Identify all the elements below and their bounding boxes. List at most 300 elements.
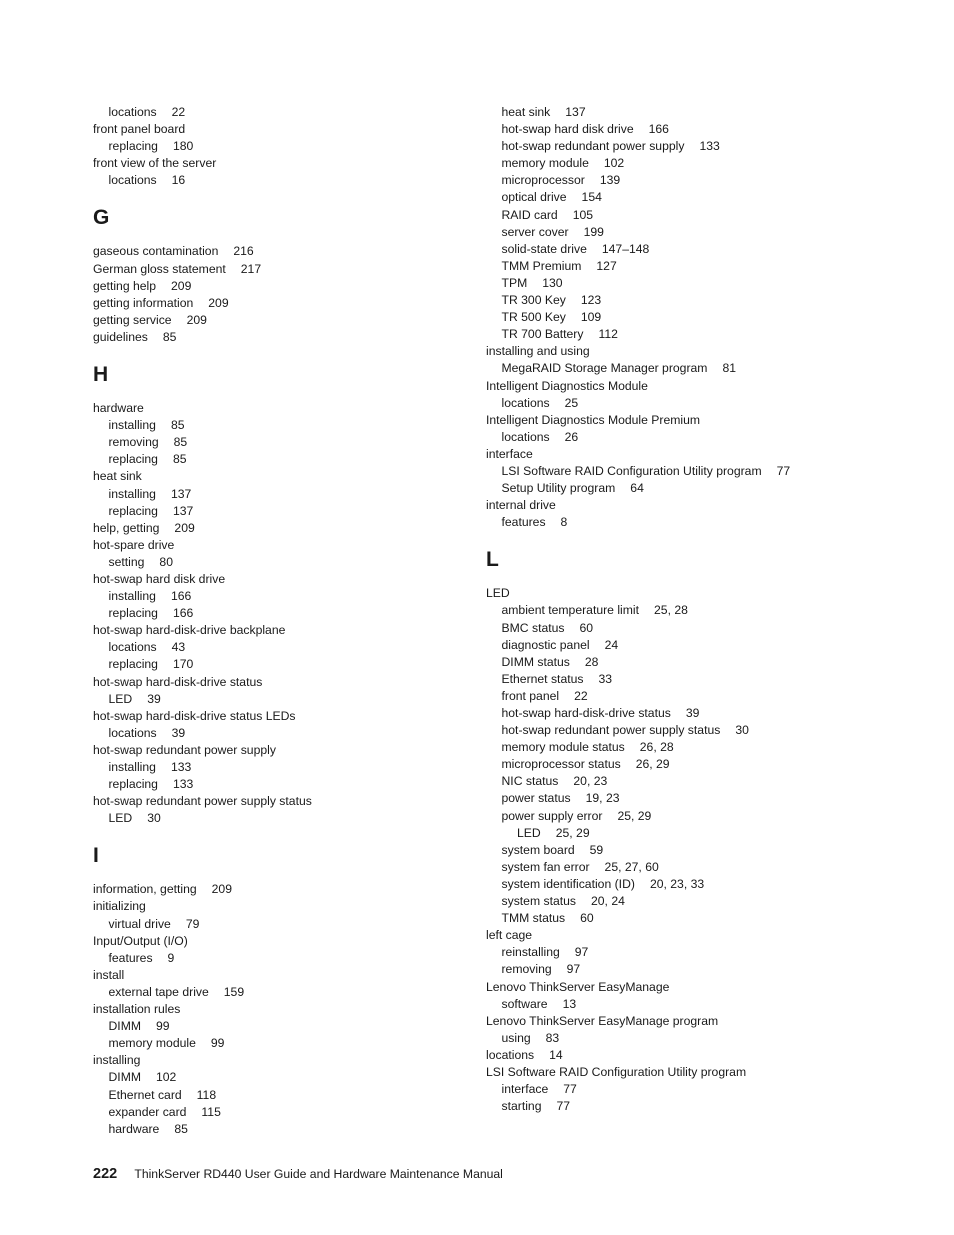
index-entry	[486, 446, 916, 463]
index-entry	[93, 639, 493, 656]
index-entry	[93, 1018, 493, 1035]
index-page-ref[interactable]: 60	[579, 620, 594, 635]
index-entry	[93, 950, 493, 967]
index-term: front panel	[501, 688, 560, 703]
index-entry	[486, 1013, 916, 1030]
index-term: interface	[501, 1082, 549, 1097]
index-page-ref[interactable]: 166	[170, 589, 192, 604]
index-entry	[486, 825, 916, 842]
index-term: information, getting	[93, 882, 197, 897]
index-term: German gloss statement	[93, 261, 226, 276]
index-entry	[486, 360, 916, 377]
index-page-ref[interactable]: 25, 28	[654, 603, 688, 618]
index-entry	[93, 622, 493, 639]
index-entry	[93, 793, 493, 810]
index-entry	[93, 155, 493, 172]
index-page-ref[interactable]: 9	[167, 950, 175, 965]
index-page-ref[interactable]: 39	[147, 691, 161, 706]
index-entry	[93, 1069, 493, 1086]
index-page-ref[interactable]: 133	[170, 760, 192, 774]
index-page-ref[interactable]: 59	[589, 842, 604, 857]
index-term: front panel board	[93, 122, 186, 137]
index-page-ref[interactable]: 20, 23	[573, 774, 608, 789]
index-entry	[93, 742, 493, 759]
index-entry	[486, 104, 916, 121]
index-page-ref[interactable]: 109	[580, 310, 602, 325]
index-term: hot-swap redundant power supply status	[93, 794, 312, 809]
index-term: power status	[501, 791, 571, 806]
index-term: MegaRAID Storage Manager program	[501, 361, 708, 376]
index-page-ref[interactable]: 85	[162, 329, 177, 344]
index-entry	[93, 1121, 493, 1138]
index-term: hardware	[93, 401, 144, 416]
index-entry	[486, 842, 916, 859]
index-entry	[486, 463, 916, 480]
index-page-ref[interactable]: 25, 27, 60	[604, 859, 659, 874]
index-term: heat sink	[93, 469, 142, 484]
index-entry	[93, 656, 493, 673]
index-entry	[486, 121, 916, 138]
index-term: virtual drive	[108, 916, 171, 931]
index-page-ref[interactable]: 60	[580, 911, 594, 926]
index-page-ref[interactable]: 13	[562, 996, 577, 1011]
index-term: locations	[108, 173, 157, 188]
index-term: installing	[93, 1053, 141, 1068]
index-page-ref[interactable]: 30	[735, 723, 749, 738]
index-page-ref[interactable]: 166	[172, 606, 194, 621]
index-term: starting	[501, 1099, 542, 1114]
index-page-ref[interactable]: 154	[581, 190, 602, 205]
index-term: locations	[501, 395, 550, 410]
index-term: reinstalling	[501, 945, 560, 960]
index-term: LSI Software RAID Configuration Utility program	[501, 463, 762, 478]
index-entry	[486, 1098, 916, 1115]
index-entry	[93, 691, 493, 708]
index-entry	[93, 1104, 493, 1121]
index-entry	[93, 1052, 493, 1069]
index-term: replacing	[108, 777, 158, 792]
index-term: using	[501, 1030, 531, 1045]
index-term: hot-swap redundant power supply status	[501, 723, 721, 738]
index-entry	[486, 275, 916, 292]
index-term: LED	[108, 691, 133, 706]
index-term: installing	[108, 589, 156, 604]
index-page-ref[interactable]: 105	[572, 207, 594, 222]
index-page-ref[interactable]: 85	[172, 452, 187, 467]
index-term: Setup Utility program	[501, 481, 616, 496]
index-term: hardware	[108, 1121, 160, 1136]
index-term: setting	[108, 554, 145, 569]
index-entry	[486, 241, 916, 258]
index-page-ref[interactable]: 85	[174, 1121, 188, 1136]
index-term: installing	[108, 760, 156, 774]
index-term: hot-swap hard disk drive	[501, 122, 634, 137]
index-entry	[486, 1030, 916, 1047]
index-entry	[486, 412, 916, 429]
index-entry	[486, 343, 916, 360]
index-page-ref[interactable]: 137	[172, 503, 194, 518]
index-entry	[93, 933, 493, 950]
index-entry	[486, 292, 916, 309]
index-entry	[93, 776, 493, 793]
index-entry	[486, 876, 916, 893]
index-page-ref[interactable]: 26, 29	[635, 757, 670, 772]
index-entry	[93, 898, 493, 915]
index-entry	[93, 104, 493, 121]
index-term: features	[501, 515, 546, 530]
index-entry	[486, 654, 916, 671]
index-page-ref[interactable]: 77	[776, 463, 791, 478]
index-page-ref[interactable]: 118	[196, 1087, 217, 1102]
index-term: Lenovo ThinkServer EasyManage	[486, 979, 670, 994]
index-section-letter: G	[93, 206, 110, 230]
index-entry	[486, 722, 916, 739]
index-entry	[486, 671, 916, 688]
index-entry	[486, 756, 916, 773]
index-entry	[486, 172, 916, 189]
index-term: software	[501, 996, 548, 1011]
index-term: replacing	[108, 606, 158, 621]
index-term: DIMM	[108, 1019, 141, 1034]
index-page-ref[interactable]: 115	[201, 1104, 221, 1119]
index-page-ref[interactable]: 147–148	[601, 241, 650, 256]
index-page-ref[interactable]: 180	[172, 139, 194, 154]
index-term: Intelligent Diagnostics Module	[486, 378, 648, 393]
index-entry	[486, 979, 916, 996]
index-term: replacing	[108, 139, 158, 154]
index-term: locations	[108, 725, 157, 740]
index-term: ambient temperature limit	[501, 603, 640, 618]
index-entry	[486, 961, 916, 978]
index-term: DIMM status	[501, 654, 570, 669]
index-term: system board	[501, 842, 575, 857]
index-page-ref[interactable]: 170	[172, 657, 194, 672]
index-page-ref[interactable]: 159	[223, 984, 245, 999]
index-page-ref[interactable]: 22	[171, 105, 186, 119]
index-term: hot-swap redundant power supply	[93, 742, 276, 757]
index-entry	[93, 810, 493, 827]
index-page-ref[interactable]: 97	[566, 962, 581, 977]
index-page-ref[interactable]: 133	[172, 777, 194, 792]
index-section-letter: H	[93, 363, 109, 387]
index-term: installing	[108, 418, 156, 433]
index-page-ref[interactable]: 16	[171, 173, 186, 188]
index-entry	[486, 497, 916, 514]
index-entry	[93, 417, 493, 434]
index-entry	[486, 705, 916, 722]
index-entry	[93, 278, 493, 295]
index-page-ref[interactable]: 64	[630, 481, 644, 496]
index-term: Ethernet status	[501, 671, 584, 686]
index-entry	[93, 172, 493, 189]
index-term: hot-swap hard-disk-drive status LEDs	[93, 708, 296, 723]
index-entry	[93, 261, 493, 278]
index-term: locations	[501, 429, 550, 444]
index-page-ref[interactable]: 102	[603, 156, 625, 171]
index-term: system status	[501, 894, 576, 909]
index-term: replacing	[108, 503, 158, 518]
index-entry	[93, 881, 493, 898]
index-term: memory module	[501, 156, 589, 171]
index-entry	[93, 434, 493, 451]
index-term: replacing	[108, 657, 158, 672]
index-page-ref[interactable]: 85	[173, 435, 188, 450]
index-entry	[486, 893, 916, 910]
index-term: help, getting	[93, 520, 160, 535]
index-column-right	[486, 104, 916, 1115]
index-term: power supply error	[501, 808, 603, 823]
index-page-ref[interactable]: 77	[556, 1099, 571, 1114]
index-term: solid-state drive	[501, 241, 587, 256]
index-entry	[93, 486, 493, 503]
index-entry	[93, 605, 493, 622]
index-page-ref[interactable]: 24	[604, 637, 619, 652]
index-page-ref[interactable]: 127	[596, 258, 617, 273]
index-term: microprocessor	[501, 173, 585, 188]
index-term: NIC status	[501, 774, 559, 789]
index-entry	[486, 224, 916, 241]
index-entry	[93, 503, 493, 520]
index-page-ref[interactable]: 26	[564, 429, 579, 444]
index-page-ref[interactable]: 85	[170, 418, 185, 433]
index-entry	[486, 773, 916, 790]
index-page-ref[interactable]: 123	[580, 293, 602, 308]
index-term: LED	[517, 825, 541, 840]
index-page-ref[interactable]: 217	[240, 261, 262, 276]
index-page-ref[interactable]: 20, 24	[591, 894, 625, 909]
index-page-ref[interactable]: 80	[159, 554, 173, 569]
index-entry	[93, 329, 493, 346]
index-entry	[93, 312, 493, 329]
index-page-ref[interactable]: 20, 23, 33	[649, 876, 705, 891]
index-entry	[486, 138, 916, 155]
index-term: left cage	[486, 928, 533, 943]
index-term: Ethernet card	[108, 1087, 182, 1102]
index-term: server cover	[501, 224, 569, 239]
index-page-ref[interactable]: 112	[598, 327, 618, 342]
index-term: getting information	[93, 295, 194, 310]
index-page-ref[interactable]: 14	[549, 1047, 563, 1062]
index-entry	[486, 155, 916, 172]
index-page-ref[interactable]: 99	[210, 1036, 225, 1051]
index-entry	[93, 916, 493, 933]
index-page-ref[interactable]: 139	[599, 173, 621, 188]
index-page-ref[interactable]: 28	[584, 654, 599, 669]
index-term: TPM	[501, 275, 528, 290]
index-term: installing	[108, 486, 156, 501]
index-entry	[486, 480, 916, 497]
index-page-ref[interactable]: 22	[574, 688, 588, 703]
index-term: initializing	[93, 899, 146, 914]
index-entry	[486, 585, 916, 602]
index-term: installation rules	[93, 1002, 181, 1017]
index-page-ref[interactable]: 99	[156, 1019, 170, 1034]
index-page-ref[interactable]: 33	[598, 671, 613, 686]
index-entry	[486, 790, 916, 807]
index-page-ref[interactable]: 137	[170, 486, 192, 501]
index-term: LED	[108, 811, 133, 826]
index-page-ref[interactable]: 30	[147, 811, 161, 826]
index-page-ref[interactable]: 8	[560, 515, 568, 530]
index-entry	[93, 121, 493, 138]
index-entry	[93, 1001, 493, 1018]
index-page-ref[interactable]: 133	[699, 139, 720, 154]
index-term: TR 500 Key	[501, 310, 566, 325]
index-page-ref[interactable]: 77	[563, 1082, 577, 1097]
index-term: locations	[486, 1047, 535, 1062]
index-entry	[93, 571, 493, 588]
index-entry	[486, 1047, 916, 1064]
index-term: internal drive	[486, 498, 556, 513]
index-term: interface	[486, 446, 533, 461]
index-term: TR 300 Key	[501, 293, 566, 308]
index-term: LED	[486, 586, 510, 601]
index-entry	[93, 588, 493, 605]
index-term: hot-swap hard-disk-drive status	[93, 674, 263, 689]
index-entry	[93, 138, 493, 155]
index-section-letter: L	[486, 548, 499, 572]
index-entry	[486, 602, 916, 619]
index-term: removing	[501, 962, 552, 977]
index-term: hot-swap hard-disk-drive backplane	[93, 623, 286, 638]
index-entry	[486, 189, 916, 206]
index-entry	[486, 258, 916, 275]
index-term: diagnostic panel	[501, 637, 590, 652]
index-term: Lenovo ThinkServer EasyManage program	[486, 1013, 719, 1028]
index-page-ref[interactable]: 199	[583, 224, 604, 239]
index-section-letter: I	[93, 844, 99, 868]
index-term: memory module status	[501, 740, 625, 755]
index-entry	[486, 927, 916, 944]
index-term: install	[93, 967, 125, 982]
index-page-ref[interactable]: 79	[185, 916, 200, 931]
index-entry	[93, 451, 493, 468]
index-term: system identification (ID)	[501, 876, 635, 891]
index-entry	[486, 688, 916, 705]
index-term: gaseous contamination	[93, 244, 219, 259]
index-page-ref[interactable]: 137	[565, 105, 586, 119]
index-term: Intelligent Diagnostics Module Premium	[486, 412, 701, 427]
index-page-ref[interactable]: 209	[211, 882, 232, 897]
index-page-ref[interactable]: 83	[545, 1030, 560, 1045]
index-term: TMM status	[501, 911, 566, 926]
index-page-ref[interactable]: 166	[648, 122, 669, 137]
index-page-ref[interactable]: 209	[171, 278, 192, 293]
index-page-ref[interactable]: 39	[685, 706, 700, 720]
index-term: locations	[108, 640, 157, 655]
index-entry	[486, 309, 916, 326]
index-entry	[486, 1064, 916, 1081]
index-page-ref[interactable]: 216	[233, 244, 254, 259]
index-entry	[486, 910, 916, 927]
index-term: TR 700 Battery	[501, 327, 584, 342]
index-entry	[93, 400, 493, 417]
index-term: front view of the server	[93, 156, 217, 171]
index-entry	[93, 554, 493, 571]
index-page-ref[interactable]: 97	[574, 945, 589, 960]
index-page-ref[interactable]: 43	[171, 640, 186, 655]
index-term: locations	[108, 105, 157, 119]
index-term: TMM Premium	[501, 258, 582, 273]
index-term: optical drive	[501, 190, 567, 205]
index-term: LSI Software RAID Configuration Utility program	[486, 1064, 747, 1079]
index-entry	[93, 674, 493, 691]
index-term: guidelines	[93, 329, 148, 344]
index-entry	[486, 429, 916, 446]
index-page-ref[interactable]: 81	[722, 361, 736, 376]
index-term: hot-swap redundant power supply	[501, 139, 685, 154]
index-entry	[486, 326, 916, 343]
index-page-ref[interactable]: 102	[156, 1070, 177, 1085]
index-term: RAID card	[501, 207, 558, 222]
index-entry	[93, 1087, 493, 1104]
index-page-ref[interactable]: 25, 29	[555, 825, 590, 840]
index-term: replacing	[108, 452, 158, 467]
index-term: microprocessor status	[501, 757, 621, 772]
index-page-ref[interactable]: 209	[186, 312, 207, 327]
index-entry	[93, 537, 493, 554]
index-term: external tape drive	[108, 984, 209, 999]
index-page-ref[interactable]: 209	[174, 520, 195, 535]
index-page-ref[interactable]: 39	[171, 725, 186, 740]
index-term: hot-spare drive	[93, 537, 175, 552]
index-term: Input/Output (I/O)	[93, 933, 188, 948]
index-page-ref[interactable]: 130	[542, 275, 563, 290]
index-entry	[93, 708, 493, 725]
index-entry	[486, 1081, 916, 1098]
index-term: getting help	[93, 278, 157, 293]
index-entry	[486, 378, 916, 395]
index-entry	[93, 295, 493, 312]
index-page-ref[interactable]: 25, 29	[617, 808, 652, 823]
index-entry	[486, 395, 916, 412]
index-entry	[93, 243, 493, 260]
index-entry	[486, 808, 916, 825]
page-footer	[93, 1166, 503, 1182]
index-entry	[93, 725, 493, 742]
index-entry	[486, 944, 916, 961]
index-entry	[93, 984, 493, 1001]
index-page-ref[interactable]: 25	[564, 395, 579, 410]
index-entry	[486, 514, 916, 531]
index-page-ref[interactable]: 209	[208, 295, 229, 310]
index-term: system fan error	[501, 859, 590, 874]
index-column-left	[93, 104, 493, 1138]
index-entry	[486, 637, 916, 654]
index-term: DIMM	[108, 1070, 141, 1085]
index-term: expander card	[108, 1104, 187, 1119]
index-term: features	[108, 950, 153, 965]
index-entry	[486, 207, 916, 224]
document-title: ThinkServer RD440 User Guide and Hardware Maintenance Manual	[134, 1167, 503, 1181]
index-term: hot-swap hard-disk-drive status	[501, 706, 671, 720]
index-entry	[93, 520, 493, 537]
index-entry	[486, 996, 916, 1013]
index-entry	[486, 859, 916, 876]
index-page-ref[interactable]: 26, 28	[639, 740, 674, 755]
index-page-ref[interactable]: 19, 23	[585, 791, 620, 806]
index-entry	[93, 967, 493, 984]
index-term: memory module	[108, 1036, 196, 1051]
index-term: removing	[108, 435, 159, 450]
index-term: hot-swap hard disk drive	[93, 571, 226, 586]
index-term: getting service	[93, 312, 172, 327]
index-entry	[93, 759, 493, 776]
index-entry	[486, 739, 916, 756]
index-term: heat sink	[501, 105, 551, 119]
index-entry	[93, 1035, 493, 1052]
index-entry	[93, 468, 493, 485]
